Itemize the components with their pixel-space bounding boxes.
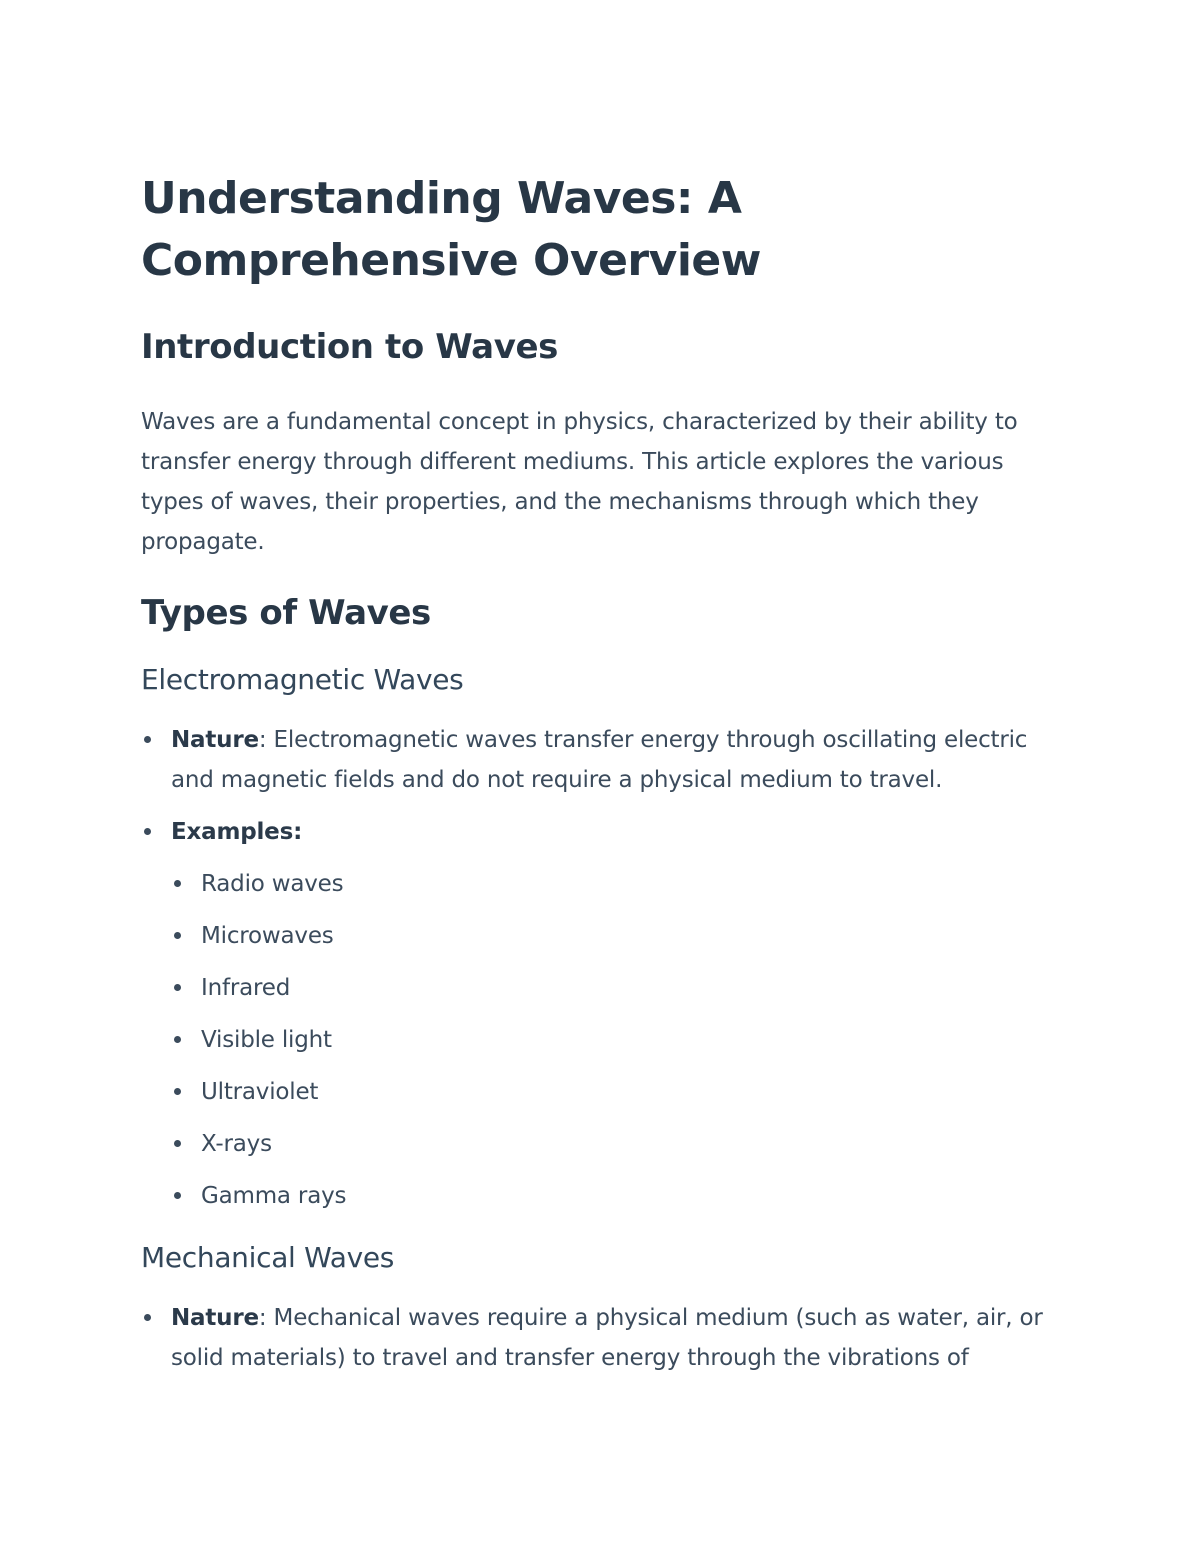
nature-text: : Mechanical waves require a physical medium (such as water, air, or solid materials) to travel and transfer energy through the vibrations of — [171, 1305, 1043, 1371]
intro-paragraph: Waves are a fundamental concept in physics, characterized by their ability to transfer energy through different mediums. This article explores the various types of waves, their properties, and the mechanisms through which they propagate. — [141, 409, 1018, 555]
list-item: Infrared — [171, 968, 1071, 1008]
types-heading: Types of Waves — [141, 593, 431, 633]
nature-term: Nature — [171, 1305, 259, 1331]
mechanical-heading: Mechanical Waves — [141, 1241, 395, 1274]
nature-text: : Electromagnetic waves transfer energy through oscillating electric and magnetic fields and do not require a physical medium to travel. — [171, 727, 1028, 793]
electromagnetic-heading: Electromagnetic Waves — [141, 663, 464, 696]
document-page — [141, 168, 1071, 1390]
document-title: Understanding Waves: A Comprehensive Overview — [141, 173, 761, 286]
electromagnetic-list — [141, 720, 1071, 1216]
mechanical-list — [141, 1298, 1071, 1378]
nature-term: Nature — [171, 727, 259, 753]
intro-heading: Introduction to Waves — [141, 327, 558, 367]
examples-list — [171, 864, 1071, 1216]
list-item: Ultraviolet — [171, 1072, 1071, 1112]
list-item: X-rays — [171, 1124, 1071, 1164]
list-item: Radio waves — [171, 864, 1071, 904]
list-item-nature — [141, 720, 1071, 800]
list-item-examples — [141, 812, 1071, 1216]
list-item-nature — [141, 1298, 1071, 1378]
list-item: Gamma rays — [171, 1176, 1071, 1216]
list-item: Visible light — [171, 1020, 1071, 1060]
examples-term: Examples: — [171, 819, 303, 845]
list-item: Microwaves — [171, 916, 1071, 956]
